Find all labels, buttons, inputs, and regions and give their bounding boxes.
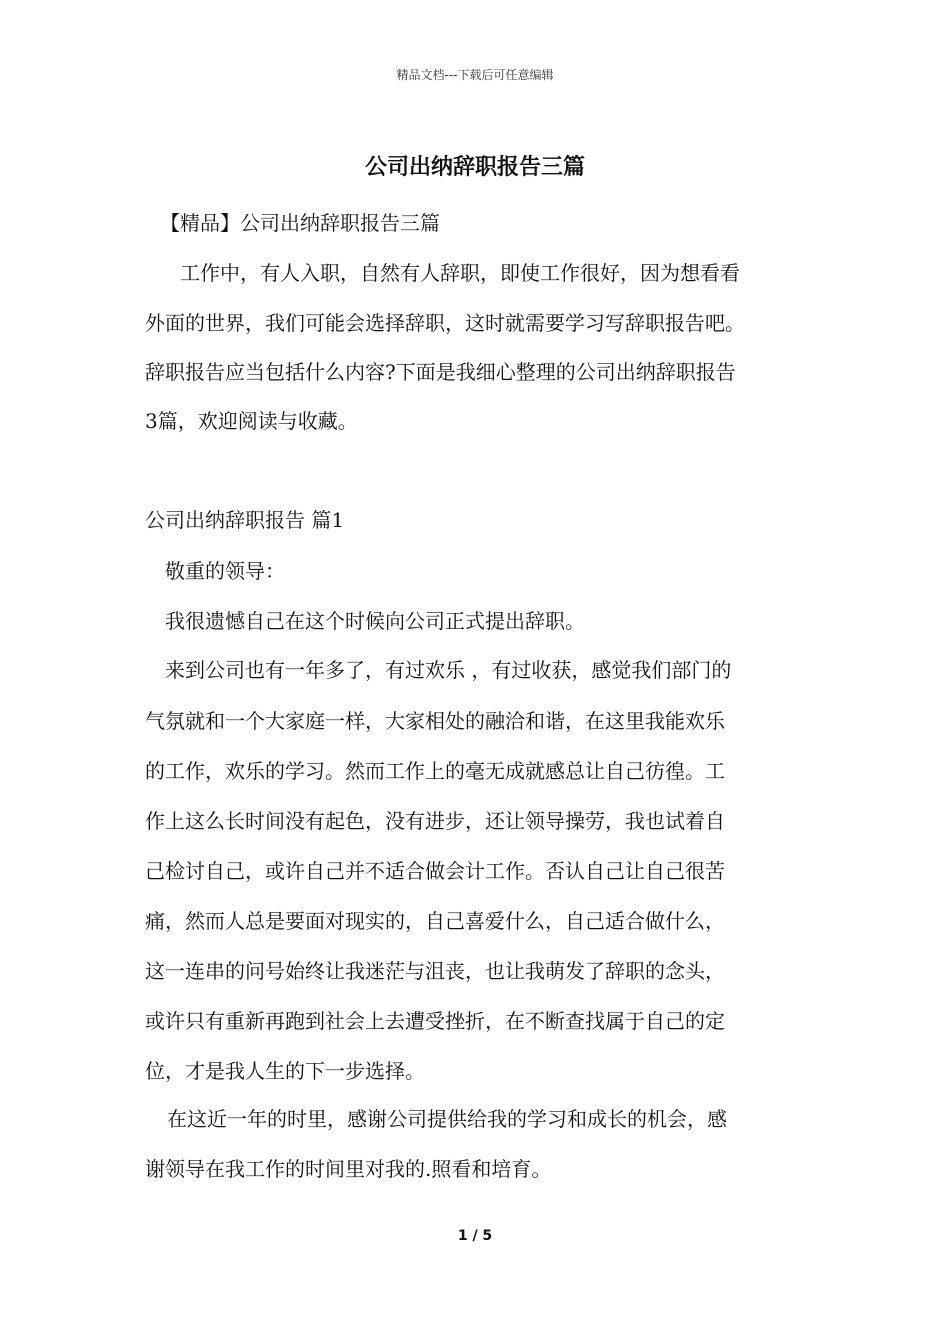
salutation: 敬重的领导：	[165, 559, 285, 583]
body-line: 作上这么长时间没有起色，没有进步，还让领导操劳，我也试着自	[145, 809, 725, 833]
header-note: 精品文档---下载后可任意编辑	[396, 68, 554, 82]
body-line: 或许只有重新再跑到社会上去遭受挫折，在不断查找属于自己的定	[145, 1009, 725, 1033]
body-line: 位，才是我人生的下一步选择。	[145, 1059, 425, 1083]
body-line: 在这近一年的时里，感谢公司提供给我的学习和成长的机会，感	[167, 1107, 727, 1131]
page-number: 1 / 5	[457, 1228, 493, 1244]
subtitle-line: 【精品】公司出纳辞职报告三篇	[160, 211, 440, 235]
body-line: 谢领导在我工作的时间里对我的.照看和培育。	[145, 1157, 552, 1181]
body-line: 痛，然而人总是要面对现实的，自己喜爱什么，自己适合做什么，	[145, 909, 725, 933]
body-line: 这一连串的问号始终让我迷茫与沮丧，也让我萌发了辞职的念头，	[145, 959, 725, 983]
body-line: 气氛就和一个大家庭一样，大家相处的融洽和谐，在这里我能欢乐	[145, 709, 725, 733]
body-line: 的工作，欢乐的学习。然而工作上的毫无成就感总让自己彷徨。工	[145, 759, 725, 783]
body-line: 己检讨自己，或许自己并不适合做会计工作。否认自己让自己很苦	[145, 859, 725, 883]
page-title: 公司出纳辞职报告三篇	[364, 154, 585, 180]
section-heading: 公司出纳辞职报告 篇1	[145, 508, 345, 532]
body-line: 工作中，有人入职，自然有人辞职，即使工作很好，因为想看看	[180, 261, 740, 285]
body-line: 外面的世界，我们可能会选择辞职，这时就需要学习写辞职报告吧。	[145, 311, 745, 335]
body-line: 3篇，欢迎阅读与收藏。	[145, 409, 358, 433]
body-line: 我很遗憾自己在这个时候向公司正式提出辞职。	[165, 609, 585, 633]
body-line: 来到公司也有一年多了，有过欢乐 ，有过收获，感觉我们部门的	[165, 658, 732, 682]
body-line: 辞职报告应当包括什么内容?下面是我细心整理的公司出纳辞职报告	[145, 360, 736, 384]
